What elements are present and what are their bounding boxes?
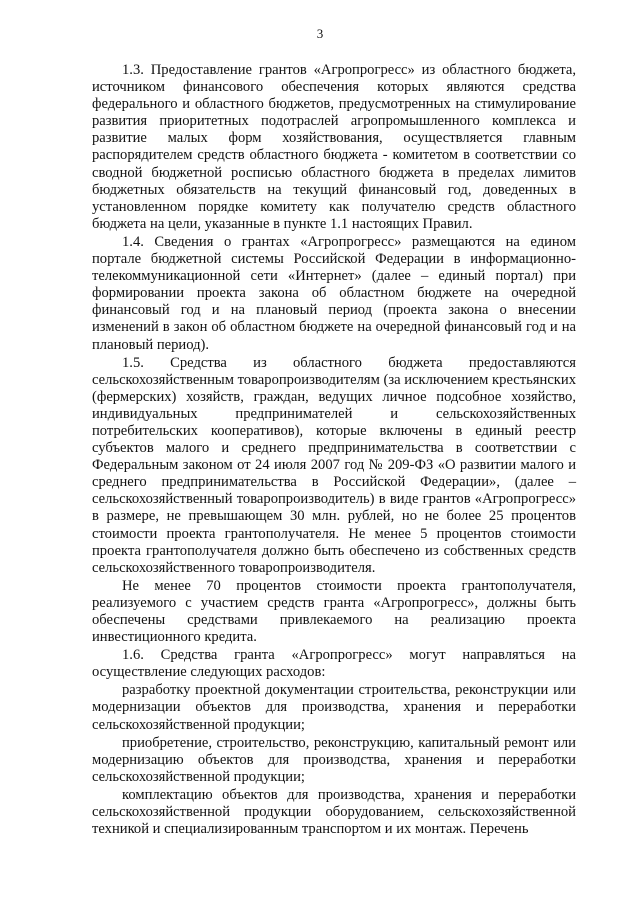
paragraph-1-5-credit: Не менее 70 процентов стоимости проекта грантополучателя, реализуемого с участием средств гранта «Агропрогресс», должны быть обеспечены средствами привлекаемого на реализацию проекта инвестиционного кредита. — [92, 577, 576, 646]
paragraph-1-4: 1.4. Сведения о грантах «Агропрогресс» размещаются на едином портале бюджетной системы Российской Федерации в информационно-телекоммуникационной сети «Интернет» (далее – единый портал) при формировании проекта закона об областном бюджете на очередной финансовый год и на плановый период (проекта закона о внесении изменений в закон об областном бюджете на очередной финансовый год и на плановый период). — [92, 233, 576, 353]
paragraph-1-3: 1.3. Предоставление грантов «Агропрогресс» из областного бюджета, источником финансового обеспечения которых являются средства федерального и областного бюджетов, предусмотренных на стимулирование развития приоритетных подотраслей агропромышленного комплекса и развитие малых форм хозяйствования, осуществляется главным распорядителем средств областного бюджета - комитетом в соответствии со сводной бюджетной росписью областного бюджета в пределах лимитов бюджетных обязательств на текущий финансовый год, доведенных в установленном порядке комитету как получателю средств областного бюджета на цели, указанные в пункте 1.1 настоящих Правил. — [92, 62, 576, 232]
expense-item-equipment: комплектацию объектов для производства, хранения и переработки сельскохозяйственной продукции оборудованием, сельскохозяйственной техникой и специализированным транспортом и их монтаж. Перечень — [92, 786, 576, 838]
document-body — [92, 62, 576, 838]
paragraph-1-6: 1.6. Средства гранта «Агропрогресс» могут направляться на осуществление следующих расходов: — [92, 647, 576, 681]
expense-item-construction: приобретение, строительство, реконструкцию, капитальный ремонт или модернизацию объектов для производства, хранения и переработки сельскохозяйственной продукции; — [92, 734, 576, 785]
expense-item-design: разработку проектной документации строительства, реконструкции или модернизации объектов для производства, хранения и переработки сельскохозяйственной продукции; — [92, 682, 576, 733]
page-number: 3 — [316, 26, 324, 41]
paragraph-1-5: 1.5. Средства из областного бюджета предоставляются сельскохозяйственным товаропроизводителям (за исключением крестьянских (фермерских) хозяйств, граждан, ведущих личное подсобное хозяйство, индивидуальных предпринимателей и сельскохозяйственных потребительских кооперативов), которые включены в единый реестр субъектов малого и среднего предпринимательства в соответствии с Федеральным законом от 24 июля 2007 год № 209-ФЗ «О развитии малого и среднего предпринимательства в Российской Федерации», (далее – сельскохозяйственный товаропроизводитель) в виде грантов «Агропрогресс» в размере, не превышающем 30 млн. рублей, но не более 25 процентов стоимости проекта грантополучателя. Не менее 5 процентов стоимости проекта грантополучателя должно быть обеспечено из собственных средств сельскохозяйственного товаропроизводителя. — [92, 354, 576, 576]
